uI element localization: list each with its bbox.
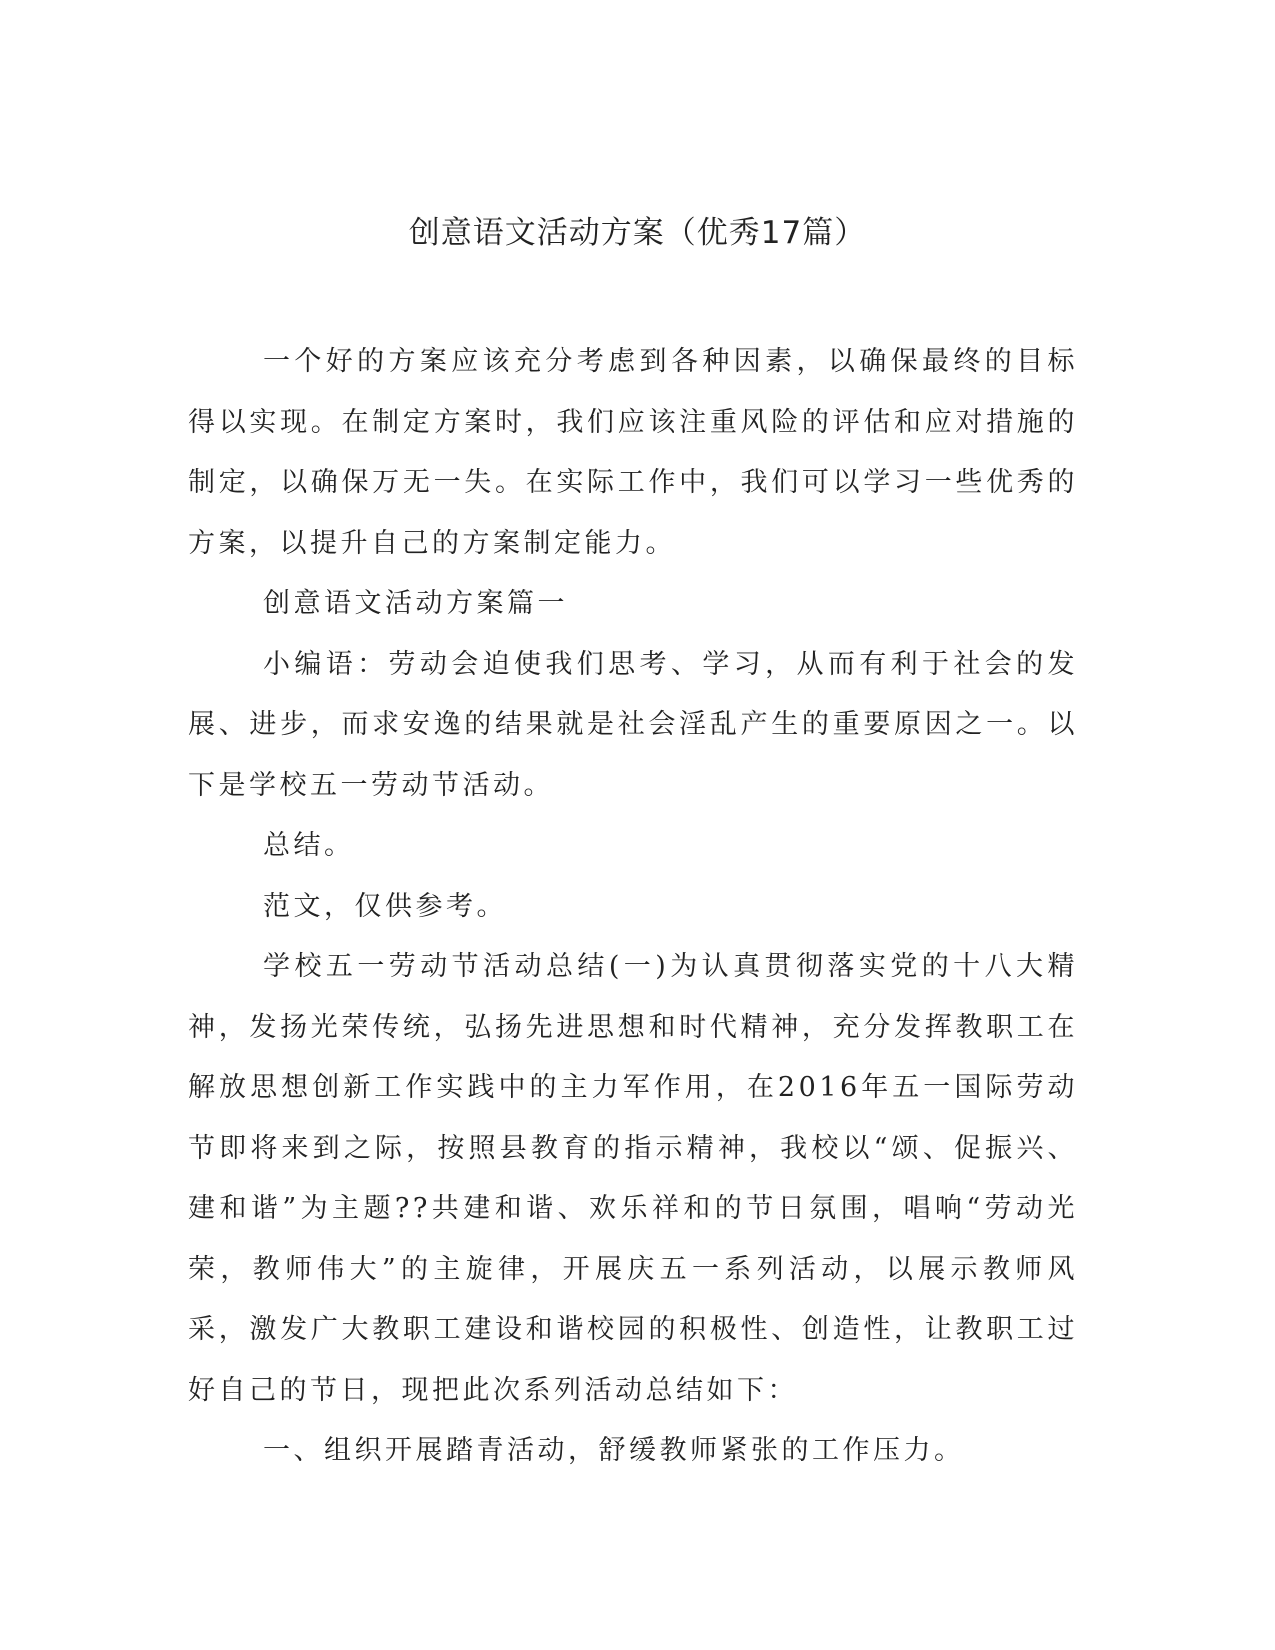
document-body: [188, 332, 1078, 1482]
paragraph-editor-note: 小编语：劳动会迫使我们思考、学习，从而有利于社会的发展、进步，而求安逸的结果就是社会淫乱产生的重要原因之一。以下是学校五一劳动节活动。: [188, 648, 1078, 801]
document-title: 创意语文活动方案（优秀17篇）: [408, 215, 867, 251]
section-heading: 创意语文活动方案篇一: [263, 588, 568, 619]
paragraph-reference: 范文，仅供参考。: [263, 890, 507, 922]
paragraph-summary: 总结。: [263, 830, 355, 861]
paragraph-activity-summary: 学校五一劳动节活动总结(一)为认真贯彻落实党的十八大精神，发扬光荣传统，弘扬先进思想和时代精神，充分发挥教职工在解放思想创新工作实践中的主力军作用，在2016年五一国际劳动节即将来到之际，按照县教育的指示精神，我校以“颂、促振兴、建和谐”为主题??共建和谐、欢乐祥和的节日氛围，唱响“劳动光荣，教师伟大”的主旋律，开展庆五一系列活动，以展示教师风采，激发广大教职工建设和谐校园的积极性、创造性，让教职工过好自己的节日，现把此次系列活动总结如下：: [188, 951, 1078, 1406]
paragraph-intro: 一个好的方案应该充分考虑到各种因素，以确保最终的目标得以实现。在制定方案时，我们应该注重风险的评估和应对措施的制定，以确保万无一失。在实际工作中，我们可以学习一些优秀的方案，以提升自己的方案制定能力。: [188, 346, 1078, 559]
paragraph-item-one: 一、组织开展踏青活动，舒缓教师紧张的工作压力。: [263, 1435, 965, 1466]
